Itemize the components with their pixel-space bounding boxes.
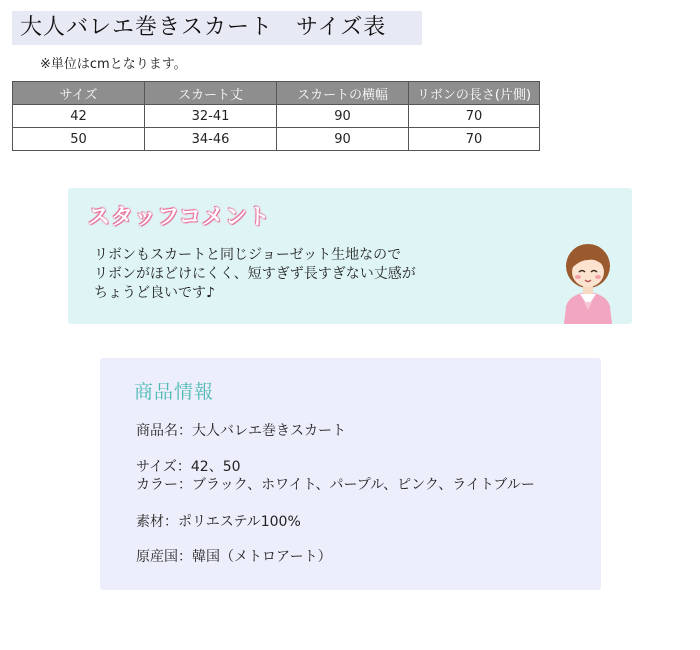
- table-row: [13, 105, 540, 128]
- staff-comment-line: リボンがほどけにくく、短すぎず長すぎない丈感が: [94, 266, 416, 282]
- product-name-line: 商品名：大人バレエ巻きスカート: [136, 423, 346, 439]
- page-title: 大人バレエ巻きスカート サイズ表: [12, 11, 422, 45]
- table-cell: 34-46: [145, 128, 277, 151]
- staff-comment-text: [94, 246, 416, 303]
- table-cell: 90: [277, 105, 409, 128]
- table-cell: 70: [409, 105, 540, 128]
- table-cell: 32-41: [145, 105, 277, 128]
- header-skirt-length: スカート丈: [145, 82, 277, 105]
- header-ribbon-length: リボンの長さ(片側): [409, 82, 540, 105]
- product-color-line: カラー：ブラック、ホワイト、パープル、ピンク、ライトブルー: [136, 477, 535, 493]
- table-cell: 90: [277, 128, 409, 151]
- table-cell: 42: [13, 105, 145, 128]
- table-row: [13, 128, 540, 151]
- size-table-header-row: [13, 82, 540, 105]
- staff-comment-line: リボンもスカートと同じジョーゼット生地なので: [94, 247, 402, 263]
- staff-comment-box: [68, 188, 632, 324]
- header-size: サイズ: [13, 82, 145, 105]
- table-cell: 70: [409, 128, 540, 151]
- staff-comment-title: スタッフコメント: [88, 205, 271, 230]
- header-skirt-width: スカートの横幅: [277, 82, 409, 105]
- staff-avatar-icon: [558, 236, 618, 324]
- product-material-line: 素材：ポリエステル100%: [136, 514, 301, 530]
- product-info-title: 商品情報: [134, 381, 215, 403]
- table-cell: 50: [13, 128, 145, 151]
- unit-note: ※単位はcmとなります。: [40, 57, 187, 72]
- size-table: [12, 81, 540, 151]
- staff-comment-line: ちょうど良いです♪: [94, 285, 215, 301]
- product-origin-line: 原産国：韓国（メトロアート）: [136, 549, 332, 565]
- product-info-box: [100, 358, 601, 590]
- product-size-line: サイズ：42、50: [136, 459, 241, 475]
